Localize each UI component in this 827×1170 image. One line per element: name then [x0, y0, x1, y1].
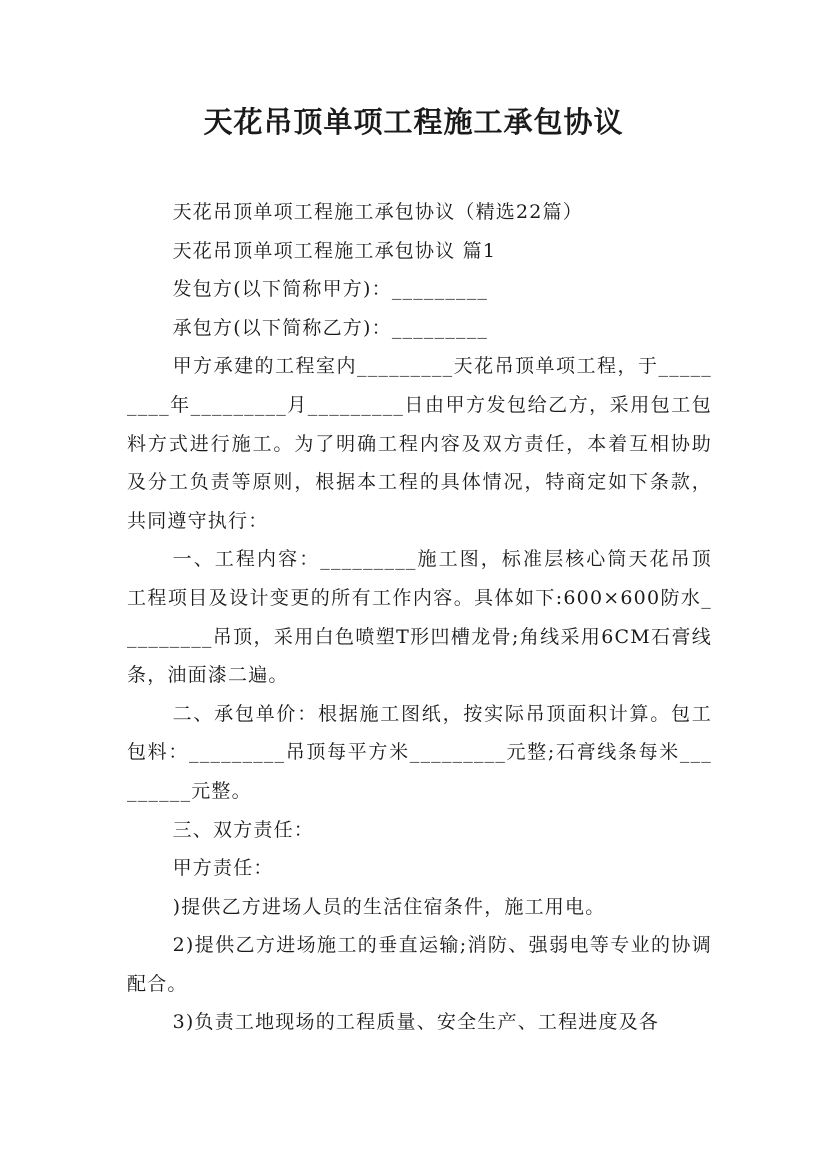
paragraph-section-heading: 天花吊顶单项工程施工承包协议 篇1: [172, 239, 497, 262]
paragraph-duty-2: 2)提供乙方进场施工的垂直运输;消防、强弱电等专业的协调配合。: [127, 934, 712, 995]
paragraph-duty-3: 3)负责工地现场的工程质量、安全生产、工程进度及各: [172, 1011, 660, 1034]
paragraph-party-a-duties: 甲方责任：: [172, 857, 274, 880]
paragraph-clause-3: 三、双方责任：: [172, 818, 314, 841]
paragraph-clause-1: 一、工程内容：_________施工图，标准层核心筒天花吊顶工程项目及设计变更的所有工作内容。具体如下:600×600防水_________吊顶，采用白色喷塑T形凹槽龙骨;角线采用6CM石膏线条，油面漆二遍。: [127, 548, 712, 687]
paragraph-party-b: 承包方(以下简称乙方)：_________: [172, 316, 489, 339]
paragraph-intro: 甲方承建的工程室内_________天花吊顶单项工程，于_________年_________月_________日由甲方发包给乙方，采用包工包料方式进行施工。为了明确工程内容及双方责任，本着互相协助及分工负责等原则，根据本工程的具体情况，特商定如下条款，共同遵守执行：: [127, 355, 712, 532]
paragraph-subtitle: 天花吊顶单项工程施工承包协议（精选22篇）: [172, 201, 583, 223]
paragraph-clause-2: 二、承包单价：根据施工图纸，按实际吊顶面积计算。包工包料：_________吊顶每平方米_________元整;石膏线条每米_________元整。: [127, 702, 712, 802]
document-body: [127, 193, 712, 1042]
paragraph-duty-1: )提供乙方进场人员的生活住宿条件，施工用电。: [172, 895, 606, 918]
document-title: 天花吊顶单项工程施工承包协议: [203, 105, 624, 139]
paragraph-party-a: 发包方(以下简称甲方)：_________: [172, 278, 489, 301]
